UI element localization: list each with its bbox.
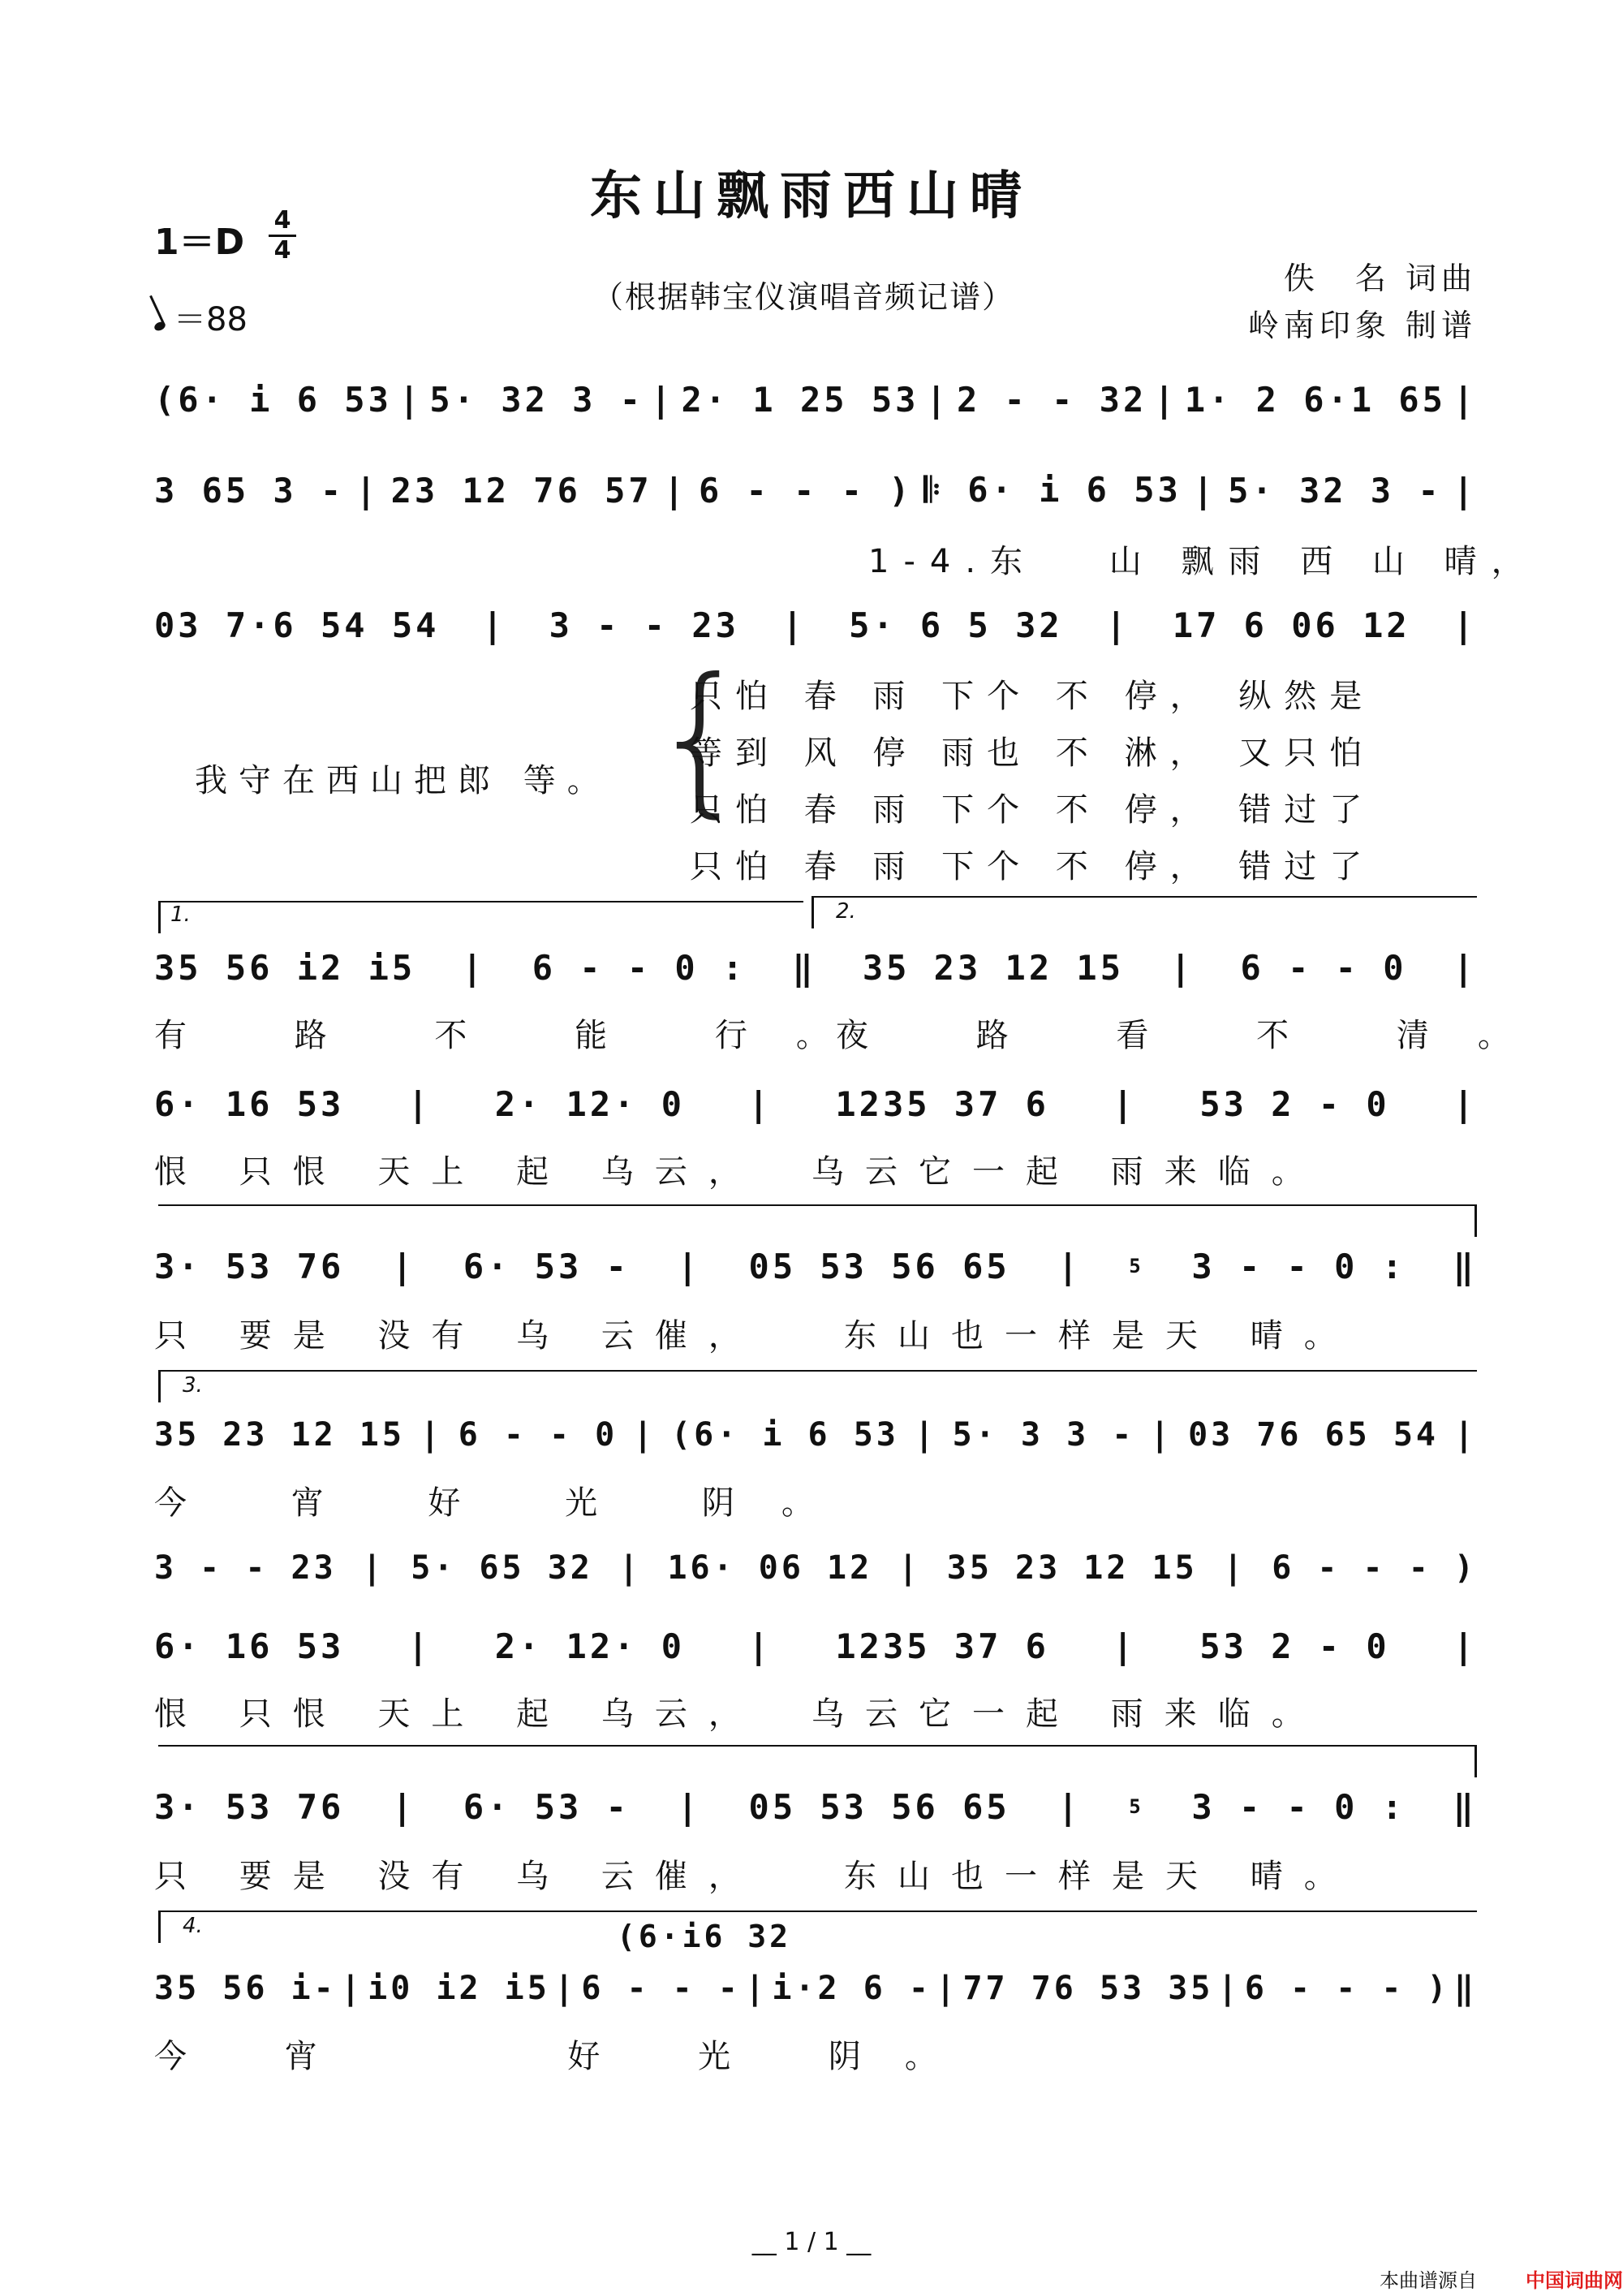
measure: 6 - - 0 xyxy=(458,1416,618,1454)
measure: 1235 37 6 xyxy=(835,1083,1049,1124)
lyrics-verse-4: 只怕 春 雨 下个 不 停， 错过了 xyxy=(690,848,1375,885)
arranger-credit: 岭南印象 制谱 xyxy=(1247,308,1477,343)
source-site: 中国词曲网 xyxy=(1526,2269,1623,2292)
lyrics-line: 我守在西山把郎 等。 xyxy=(195,762,611,799)
lyrics-line: 只 要是 没有 乌 云催， xyxy=(154,1858,762,1895)
measure: 05 53 56 65 xyxy=(748,1246,1010,1286)
measure: i·2 6 - xyxy=(772,1970,932,2007)
lyrics-line: 有 路 不 能 行。 xyxy=(154,1017,877,1054)
score-row-4: 35 56 i2 i5 | 6 - - 0 : ‖ 35 23 12 15 | 6 - - 0 | xyxy=(154,947,1477,988)
measure: 3· 53 76 xyxy=(154,1246,345,1286)
score-row-9: 6· 16 53 | 2· 12· 0 | 1235 37 6 | 53 2 - 0 | xyxy=(154,1626,1477,1666)
measure: 53 2 - 0 xyxy=(1199,1083,1390,1124)
page-number: __ 1 / 1 __ xyxy=(751,2228,872,2256)
lyrics-line: 1-4.东 山 飘雨 西 山 晴， xyxy=(868,543,1539,580)
measure: 6 - - - ) xyxy=(1272,1549,1477,1587)
measure: 6 - - - ) xyxy=(698,470,913,510)
measure: 5· 65 32 xyxy=(411,1549,593,1587)
lyrics-line: 乌云它一起 雨来临。 xyxy=(812,1153,1325,1191)
time-signature xyxy=(268,207,297,265)
score-row-8: 3 - - 23 | 5· 65 32 | 16· 06 12 | 35 23 12 15 | 6 - - - ) xyxy=(154,1549,1477,1587)
subtitle: （根据韩宝仪演唱音频记谱） xyxy=(592,279,1015,315)
measure: 2· 1 25 53 xyxy=(681,379,919,420)
measure: 16· 06 12 xyxy=(667,1549,873,1587)
quarter-note-icon xyxy=(153,321,167,333)
measure: 3· 53 76 xyxy=(154,1786,345,1827)
measure: 35 23 12 15 xyxy=(862,947,1124,988)
song-title: 东山飘雨西山晴 xyxy=(590,166,1033,226)
score-row-2: 3 65 3 - | 23 12 76 57 | 6 - - - ) 𝄆 6· i 6 53 | 5· 32 3 - | xyxy=(154,470,1477,510)
measure: 3 - - 0 : xyxy=(1191,1246,1406,1286)
measure: 6 - - 0 : xyxy=(532,947,747,988)
lyrics-line: 夜 路 看 不 清。 xyxy=(836,1017,1559,1054)
score-row-3: 03 7·6 54 54 | 3 - - 23 | 5· 6 5 32 | 17 6 06 12 | xyxy=(154,605,1477,645)
measure: 6· 53 - xyxy=(463,1786,630,1827)
score-row-11: 35 56 i- | i0 i2 i5 | 6 - - - | i·2 6 - | 77 76 53 35 | 6 - - - ) ‖ xyxy=(154,1970,1477,2007)
grace-note: 5 xyxy=(1129,1255,1144,1277)
lyrics-verse-2: 等到 风 停 雨也 不 淋， 又只怕 xyxy=(690,734,1375,772)
measure: (6· i 6 53 xyxy=(154,379,392,420)
measure: 3 - - 0 : xyxy=(1191,1786,1406,1827)
measure: 35 56 i- xyxy=(154,1970,337,2007)
measure: 05 53 56 65 xyxy=(748,1786,1010,1827)
tempo-value: ＝88 xyxy=(174,301,248,338)
score-row-7: 35 23 12 15 | 6 - - 0 | (6· i 6 53 | 5· 3 3 - | 03 76 65 54 | xyxy=(154,1416,1477,1454)
measure: 23 12 76 57 xyxy=(390,470,652,510)
measure: 1· 2 6·1 65 xyxy=(1184,379,1446,420)
volta-4: 4. xyxy=(183,1914,203,1938)
measure: 35 56 i2 i5 xyxy=(154,947,416,988)
lyrics-line: 今 宵 好 光 阴。 xyxy=(154,1484,861,1522)
tempo-marking xyxy=(154,294,248,340)
measure: 2· 12· 0 xyxy=(494,1083,685,1124)
key-signature: 1＝D xyxy=(154,222,245,263)
lyrics-line: 今 宵 好 光 阴。 xyxy=(154,2038,981,2075)
measure: 3 - - 23 xyxy=(154,1549,337,1587)
lyrics-line: 东山也一样是天 晴。 xyxy=(844,1858,1358,1895)
measure: 6· 16 53 xyxy=(154,1083,345,1124)
score-row-5: 6· 16 53 | 2· 12· 0 | 1235 37 6 | 53 2 - 0 | xyxy=(154,1083,1477,1124)
measure: 3 65 3 - xyxy=(154,470,345,510)
measure: 6· 16 53 xyxy=(154,1626,345,1666)
measure: 5· 3 3 - xyxy=(952,1416,1135,1454)
time-bottom: 4 xyxy=(273,236,291,265)
lyrics-line: 东山也一样是天 晴。 xyxy=(844,1317,1358,1355)
measure: (6· i 6 53 xyxy=(671,1416,899,1454)
lyrics-line: 恨 只恨 天上 起 乌云， xyxy=(154,1695,762,1733)
measure: 6 - - 0 xyxy=(1240,947,1407,988)
measure: 6 - - - xyxy=(581,1970,741,2007)
grace-note: 5 xyxy=(1129,1795,1144,1818)
measure: 5· 32 3 - xyxy=(1228,470,1442,510)
time-top: 4 xyxy=(273,206,291,235)
measure: 1235 37 6 xyxy=(835,1626,1049,1666)
measure: 77 76 53 35 xyxy=(962,1970,1214,2007)
measure: 03 7·6 54 54 xyxy=(154,605,440,645)
score-row-1: (6· i 6 53 | 5· 32 3 - | 2· 1 25 53 | 2 - - 32 | 1· 2 6·1 65 | xyxy=(154,379,1477,420)
lyrics-line: 乌云它一起 雨来临。 xyxy=(812,1695,1325,1733)
measure: 6· 53 - xyxy=(463,1246,630,1286)
measure: 17 6 06 12 xyxy=(1172,605,1410,645)
cue-notes: (6·i6 32 xyxy=(617,1919,792,1954)
measure: 53 2 - 0 xyxy=(1199,1626,1390,1666)
lyrics-line: 恨 只恨 天上 起 乌云， xyxy=(154,1153,762,1191)
measure: 35 23 12 15 xyxy=(154,1416,405,1454)
volta-1: 1. xyxy=(170,902,191,927)
lyrics-verse-3: 只怕 春 雨 下个 不 停， 错过了 xyxy=(690,791,1375,829)
measure: 5· 6 5 32 xyxy=(849,605,1063,645)
measure: 2· 12· 0 xyxy=(494,1626,685,1666)
composer-credit: 佚 名 词曲 xyxy=(1283,261,1477,296)
volta-2: 2. xyxy=(836,899,856,924)
measure: 5· 32 3 - xyxy=(429,379,644,420)
measure: 3 - - 23 xyxy=(549,605,739,645)
lyrics-verse-1: 只怕 春 雨 下个 不 停， 纵然是 xyxy=(690,678,1375,715)
measure: i0 i2 i5 xyxy=(368,1970,550,2007)
measure: 𝄆 6· i 6 53 xyxy=(923,470,1182,510)
measure: 03 76 65 54 xyxy=(1188,1416,1439,1454)
score-row-10: 3· 53 76 | 6· 53 - | 05 53 56 65 | 5 3 - - 0 : ‖ xyxy=(154,1786,1477,1827)
volta-3: 3. xyxy=(183,1373,203,1398)
lyrics-line: 只 要是 没有 乌 云催， xyxy=(154,1317,762,1355)
source-label: 本曲谱源自 xyxy=(1380,2269,1477,2292)
measure: 2 - - 32 xyxy=(956,379,1147,420)
measure: 35 23 12 15 xyxy=(946,1549,1198,1587)
measure: 6 - - - ) xyxy=(1244,1970,1450,2007)
score-row-6: 3· 53 76 | 6· 53 - | 05 53 56 65 | 5 3 - - 0 : ‖ xyxy=(154,1246,1477,1286)
verse-brace: { xyxy=(649,644,753,833)
